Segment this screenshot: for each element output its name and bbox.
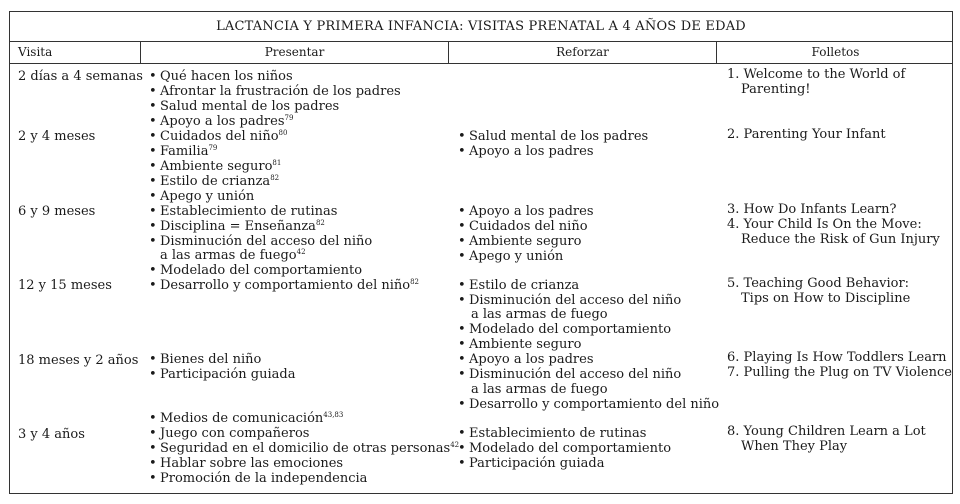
visita-cell: 6 y 9 meses bbox=[18, 204, 96, 219]
folleto-item: 8. Young Children Learn a Lot bbox=[727, 424, 926, 439]
table-header-row bbox=[10, 41, 952, 64]
header-reforzar: Reforzar bbox=[448, 41, 716, 63]
reforzar-item: • Cuidados del niño bbox=[469, 219, 588, 234]
reforzar-item: • Apoyo a los padres bbox=[469, 204, 593, 219]
header-folletos: Folletos bbox=[716, 41, 954, 63]
presentar-item: • Ambiente seguro$^{81}$ bbox=[160, 159, 281, 174]
reforzar-item: • Disminución del acceso del niño bbox=[469, 367, 681, 382]
presentar-item: • Seguridad en el domicilio de otras personas$^{42}$ bbox=[160, 441, 459, 456]
reforzar-item: • Ambiente seguro bbox=[469, 337, 581, 352]
reforzar-item: • Estilo de crianza bbox=[469, 278, 579, 293]
presentar-item: • Desarrollo y comportamiento del niño$^{82}$ bbox=[160, 278, 419, 293]
reforzar-item: • Disminución del acceso del niño bbox=[469, 293, 681, 308]
folleto-item-continued: Reduce the Risk of Gun Injury bbox=[741, 232, 940, 247]
folleto-item-continued: Tips on How to Discipline bbox=[741, 291, 911, 306]
visita-cell: 2 días a 4 semanas bbox=[18, 69, 143, 84]
presentar-item: • Hablar sobre las emociones bbox=[160, 456, 343, 471]
presentar-item: • Establecimiento de rutinas bbox=[160, 204, 337, 219]
presentar-item: • Promoción de la independencia bbox=[160, 471, 367, 486]
header-visita: Visita bbox=[18, 45, 53, 59]
presentar-item-continued: a las armas de fuego$^{42}$ bbox=[160, 248, 306, 263]
reforzar-item: • Modelado del comportamiento bbox=[469, 322, 671, 337]
visita-cell: 12 y 15 meses bbox=[18, 278, 112, 293]
reforzar-item: • Apego y unión bbox=[469, 249, 563, 264]
header-presentar: Presentar bbox=[140, 41, 448, 63]
reforzar-item: • Establecimiento de rutinas bbox=[469, 426, 646, 441]
reforzar-item-continued: a las armas de fuego bbox=[471, 307, 608, 322]
folleto-item: 3. How Do Infants Learn? bbox=[727, 202, 897, 217]
folleto-item: 7. Pulling the Plug on TV Violence bbox=[727, 365, 952, 380]
presentar-item: • Qué hacen los niños bbox=[160, 69, 293, 84]
reforzar-item: • Ambiente seguro bbox=[469, 234, 581, 249]
reforzar-item: • Apoyo a los padres bbox=[469, 352, 593, 367]
schedule-table bbox=[9, 11, 953, 494]
folleto-item: 2. Parenting Your Infant bbox=[727, 127, 886, 142]
presentar-item: • Disminución del acceso del niño bbox=[160, 234, 372, 249]
presentar-item: • Afrontar la frustración de los padres bbox=[160, 84, 401, 99]
presentar-item: • Disciplina = Enseñanza$^{82}$ bbox=[160, 219, 325, 234]
folleto-item-continued: When They Play bbox=[741, 439, 848, 454]
presentar-item: • Participación guiada bbox=[160, 367, 295, 382]
visita-cell: 3 y 4 años bbox=[18, 427, 85, 442]
reforzar-item: • Salud mental de los padres bbox=[469, 129, 648, 144]
reforzar-item-continued: a las armas de fuego bbox=[471, 382, 608, 397]
visita-cell: 18 meses y 2 años bbox=[18, 353, 139, 368]
reforzar-item: • Desarrollo y comportamiento del niño bbox=[469, 397, 719, 412]
reforzar-item: • Participación guiada bbox=[469, 456, 604, 471]
presentar-item: • Apoyo a los padres$^{79}$ bbox=[160, 114, 293, 129]
presentar-item: • Medios de comunicación$^{43,83}$ bbox=[160, 411, 343, 426]
presentar-item: • Salud mental de los padres bbox=[160, 99, 339, 114]
presentar-item: • Cuidados del niño$^{80}$ bbox=[160, 129, 287, 144]
folleto-item: 4. Your Child Is On the Move: bbox=[727, 217, 922, 232]
visita-cell: 2 y 4 meses bbox=[18, 129, 96, 144]
folleto-item-continued: Parenting! bbox=[741, 82, 811, 97]
folleto-item: 1. Welcome to the World of bbox=[727, 67, 906, 82]
folleto-item: 5. Teaching Good Behavior: bbox=[727, 276, 910, 291]
folleto-item: 6. Playing Is How Toddlers Learn bbox=[727, 350, 947, 365]
presentar-item: • Bienes del niño bbox=[160, 352, 261, 367]
reforzar-item: • Modelado del comportamiento bbox=[469, 441, 671, 456]
table-title: LACTANCIA Y PRIMERA INFANCIA: VISITAS PRENATAL A 4 AÑOS DE EDAD bbox=[10, 12, 952, 42]
presentar-item: • Juego con compañeros bbox=[160, 426, 309, 441]
presentar-item: • Modelado del comportamiento bbox=[160, 263, 362, 278]
presentar-item: • Estilo de crianza$^{82}$ bbox=[160, 174, 279, 189]
presentar-item: • Apego y unión bbox=[160, 189, 254, 204]
presentar-item: • Familia$^{79}$ bbox=[160, 144, 217, 159]
reforzar-item: • Apoyo a los padres bbox=[469, 144, 593, 159]
